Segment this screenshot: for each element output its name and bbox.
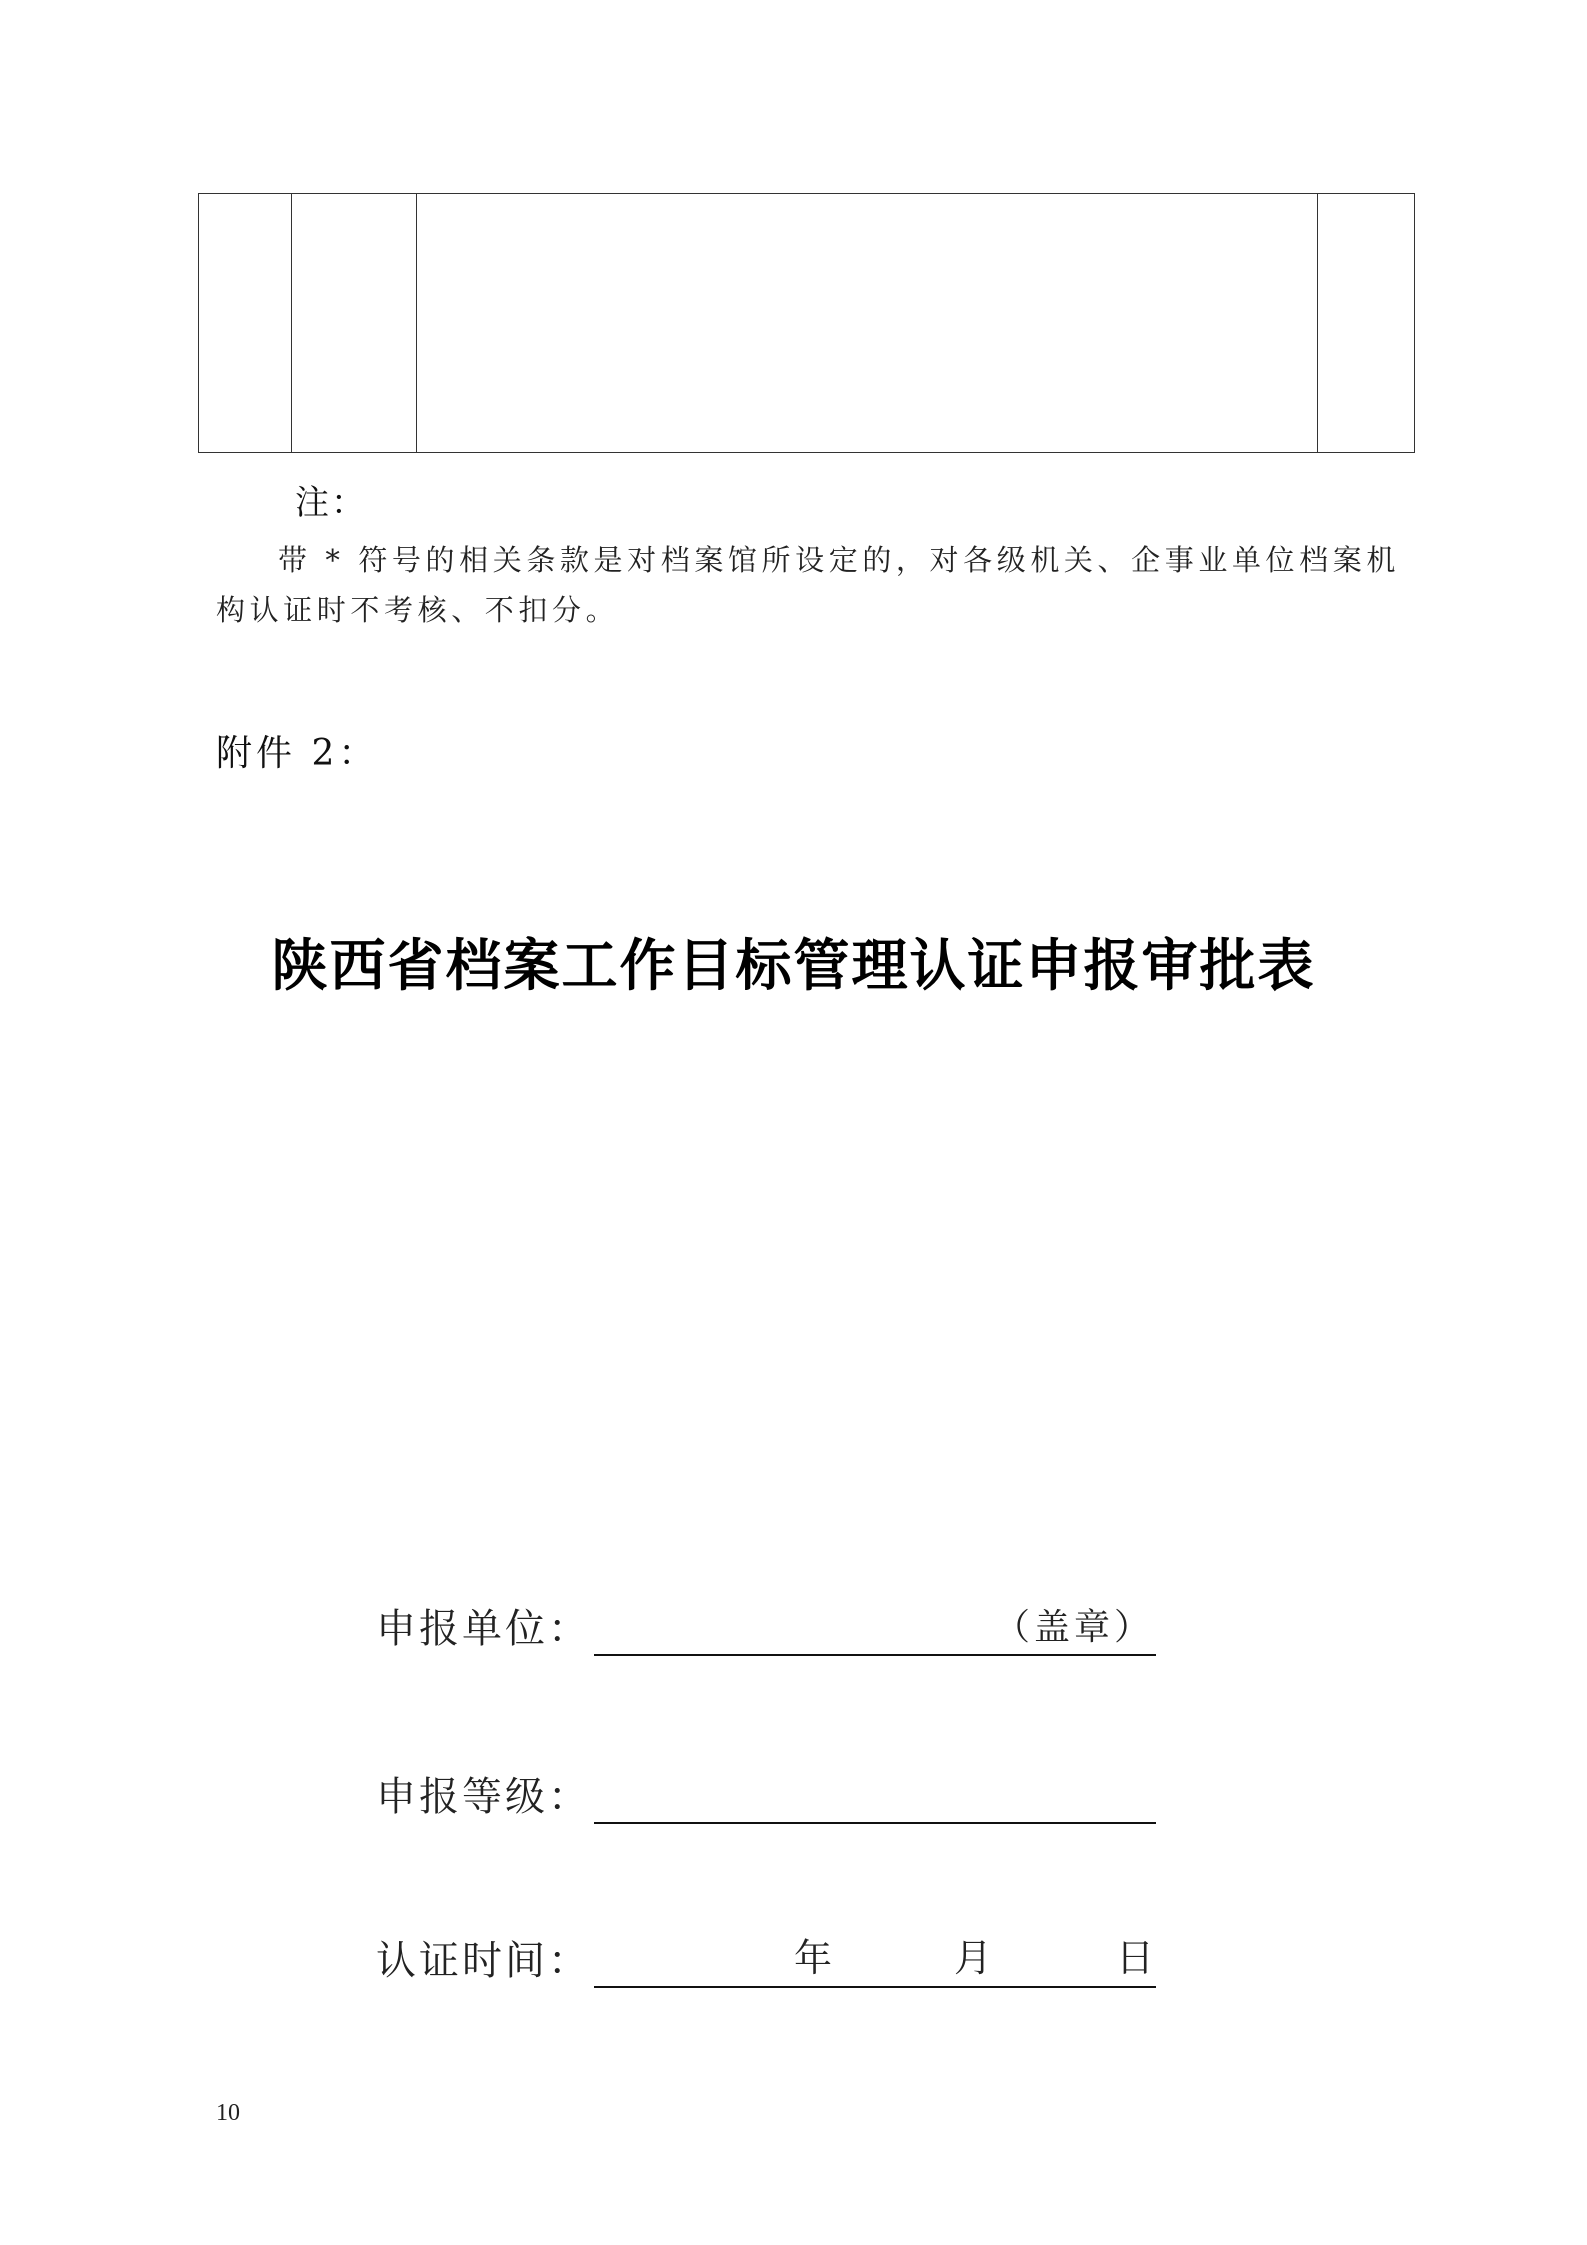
field-row-time xyxy=(376,1932,1176,1992)
note-title: 注： xyxy=(295,483,367,523)
document-title: 陕西省档案工作目标管理认证申报审批表 xyxy=(271,934,1316,999)
field-row-unit xyxy=(376,1600,1176,1660)
field-label-unit: 申报单位： xyxy=(376,1606,591,1652)
level-input-line[interactable] xyxy=(594,1768,1156,1824)
field-row-level xyxy=(376,1768,1176,1828)
date-year-label: 年 xyxy=(794,1936,833,1980)
unit-input-line[interactable] xyxy=(594,1600,1156,1656)
field-label-level: 申报等级： xyxy=(376,1774,591,1820)
table-row xyxy=(199,194,1415,453)
field-label-time: 认证时间： xyxy=(376,1938,591,1984)
table-cell xyxy=(292,194,417,453)
page-number: 10 xyxy=(216,2100,240,2126)
table-cell xyxy=(1318,194,1415,453)
date-day-label: 日 xyxy=(1116,1936,1155,1980)
date-input-line[interactable] xyxy=(594,1932,1156,1988)
note-body: 带 * 符号的相关条款是对档案馆所设定的，对各级机关、企事业单位档案机构认证时不考核、不扣分。 xyxy=(216,543,1400,627)
seal-note: （盖章） xyxy=(993,1607,1154,1648)
attachment-label: 附件 2： xyxy=(216,733,379,774)
table-cell xyxy=(199,194,292,453)
assessment-table-fragment xyxy=(198,193,1415,453)
table-cell xyxy=(417,194,1318,453)
date-month-label: 月 xyxy=(954,1936,993,1980)
